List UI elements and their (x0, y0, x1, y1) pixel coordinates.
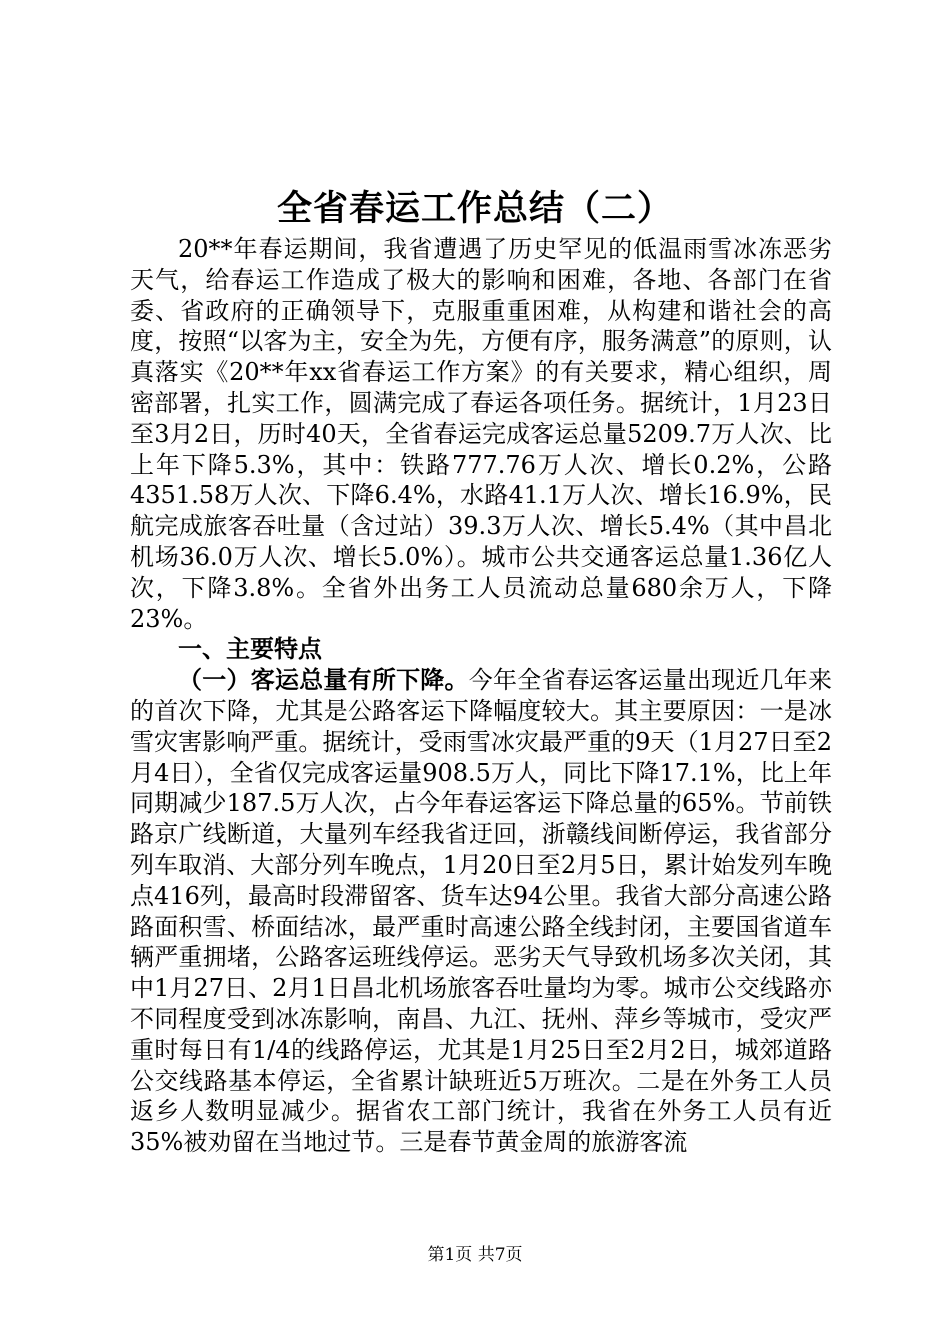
section-heading: 一、主要特点 (178, 635, 322, 664)
page-footer: 第1页 共7页 (427, 1245, 523, 1265)
document-body (130, 234, 832, 1158)
subsection-paragraph (130, 665, 832, 1158)
intro-paragraph: 20**年春运期间，我省遭遇了历史罕见的低温雨雪冰冻恶劣天气，给春运工作造成了极大的影响和困难，各地、各部门在省委、省政府的正确领导下，克服重重困难，从构建和谐社会的高度，按照“以客为主，安全为先，方便有序，服务满意”的原则，认真落实《20**年xx省春运工作方案》的有关要求，精心组织，周密部署，扎实工作，圆满完成了春运各项任务。据统计，1月23日至3月2日，历时40天，全省春运完成客运总量5209.7万人次、比上年下降5.3%，其中：铁路777.76万人次、增长0.2%，公路4351.58万人次、下降6.4%，水路41.1万人次、增长16.9%，民航完成旅客吞吐量（含过站）39.3万人次、增长5.4%（其中昌北机场36.0万人次、增长5.0%）。城市公共交通客运总量1.36亿人次，下降3.8%。全省外出务工人员流动总量680余万人，下降23%。 (130, 235, 832, 633)
document-title: 全省春运工作总结（二） (276, 189, 673, 229)
subsection-heading: （一）客运总量有所下降。 (178, 666, 469, 695)
subsection-text: 今年全省春运客运量出现近几年来的首次下降，尤其是公路客运下降幅度较大。其主要原因：一是冰雪灾害影响严重。据统计，受雨雪冰灾最严重的9天（1月27日至2月4日），全省仅完成客运量908.5万人，同比下降17.1%，比上年同期减少187.5万人次，占今年春运客运下降总量的65%。节前铁路京广线断道，大量列车经我省迂回，浙赣线间断停运，我省部分列车取消、大部分列车晚点，1月20日至2月5日，累计始发列车晚点416列，最高时段滞留客、货车达94公里。我省大部分高速公路路面积雪、桥面结冰，最严重时高速公路全线封闭，主要国省道车辆严重拥堵，公路客运班线停运。恶劣天气导致机场多次关闭，其中1月27日、2月1日昌北机场旅客吞吐量均为零。城市公交线路亦不同程度受到冰冻影响，南昌、九江、抚州、萍乡等城市，受灾严重时每日有1/4的线路停运，尤其是1月25日至2月2日，城郊道路公交线路基本停运，全省累计缺班近5万班次。二是在外务工人员返乡人数明显减少。据省农工部门统计，我省在外务工人员有近35%被劝留在当地过节。三是春节黄金周的旅游客流 (130, 666, 833, 1157)
